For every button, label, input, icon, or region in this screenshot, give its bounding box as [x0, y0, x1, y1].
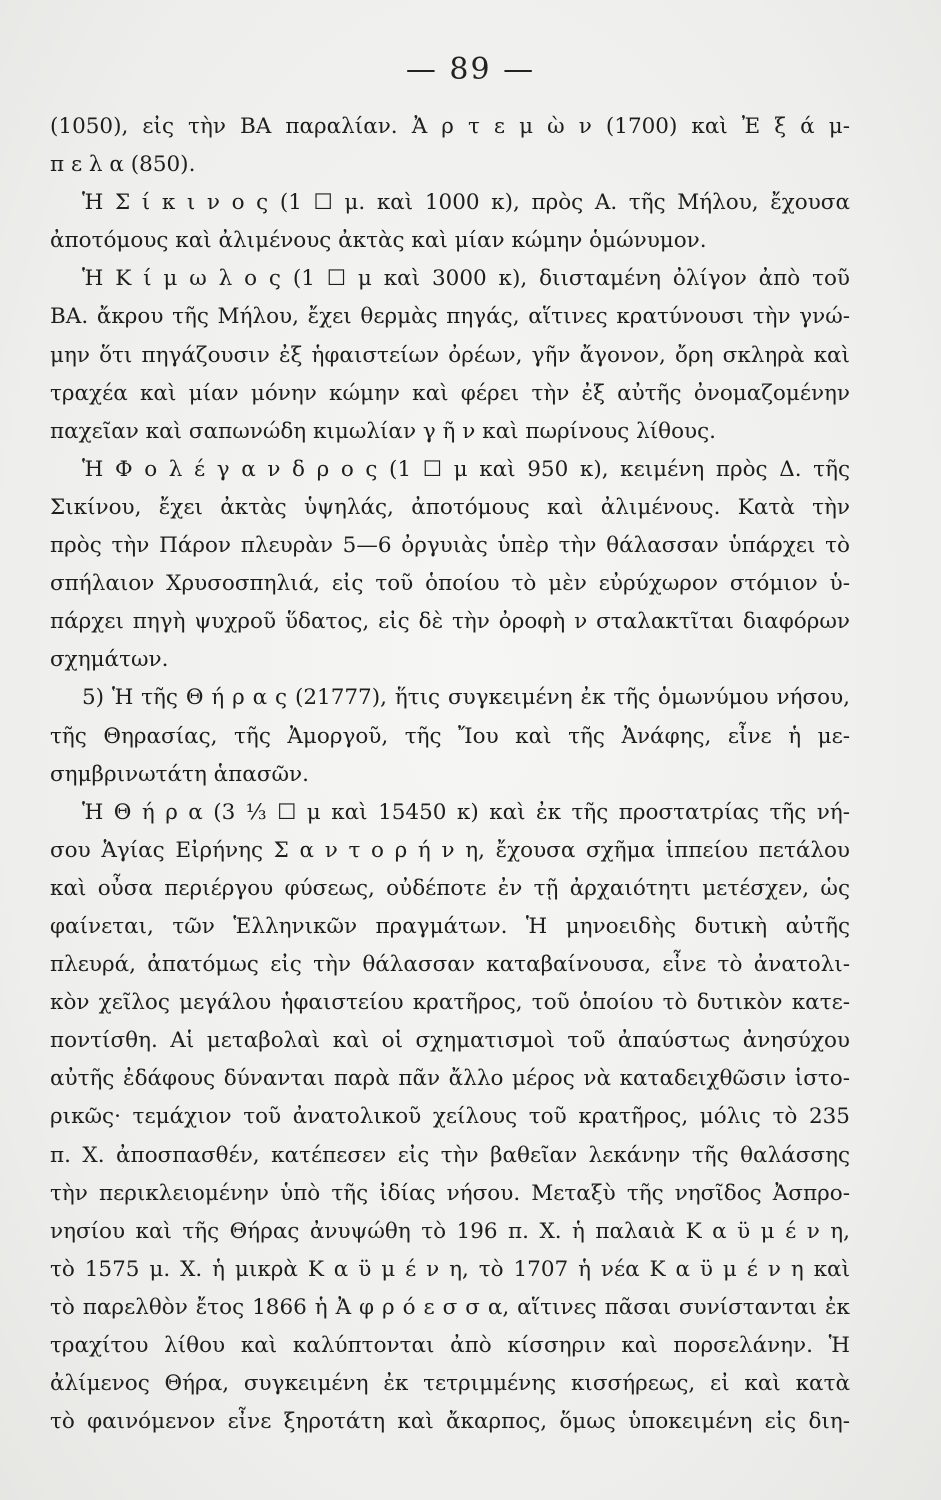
- text-line: σπήλαιον Χρυσοσπηλιά, εἰς τοῦ ὁποίου τὸ μὲν εὐρύχωρον στόμιον ὑ-: [50, 571, 850, 597]
- text-line: τὸ παρελθὸν ἔτος 1866 ἡ Ἀ φ ρ ό ε σ σ α, αἵτινες πᾶσαι συνίστανται ἐκ: [50, 1294, 850, 1320]
- text-line: Ἡ Κ ί μ ω λ ο ς (1 ☐ μ καὶ 3000 κ), διισταμένη ὀλίγον ἀπὸ τοῦ: [82, 266, 850, 292]
- text-line: Ἡ Φ ο λ έ γ α ν δ ρ ο ς (1 ☐ μ καὶ 950 κ), κειμένη πρὸς Δ. τῆς: [82, 456, 850, 482]
- text-line: πάρχει πηγὴ ψυχροῦ ὕδατος, εἰς δὲ τὴν ὀροφὴ ν σταλακτῖται διαφόρων: [50, 609, 850, 635]
- text-line: τὸ φαινόμενον εἶνε ξηροτάτη καὶ ἄκαρπος, ὅμως ὑποκειμένη εἰς διη-: [50, 1409, 850, 1435]
- text-line: τὴν περικλειομένην ὑπὸ τῆς ἰδίας νήσου. Μεταξὺ τῆς νησῖδος Ἀσπρο-: [50, 1180, 850, 1206]
- text-line: ποντίσθη. Αἱ μεταβολαὶ καὶ οἱ σχηματισμοὶ τοῦ ἀπαύστως ἀνησύχου: [50, 1028, 850, 1054]
- text-line: πλευρά, ἀπατόμως εἰς τὴν θάλασσαν καταβαίνουσα, εἶνε τὸ ἀνατολι-: [50, 952, 850, 978]
- page-number: — 89 —: [405, 52, 536, 87]
- text-line: ρικῶς· τεμάχιον τοῦ ἀνατολικοῦ χείλους τοῦ κρατῆρος, μόλις τὸ 235: [50, 1104, 850, 1130]
- text-line: Ἡ Σ ί κ ι ν ο ς (1 ☐ μ. καὶ 1000 κ), πρὸς Α. τῆς Μήλου, ἔχουσα: [82, 190, 850, 216]
- text-line: ἀποτόμους καὶ ἀλιμένους ἀκτὰς καὶ μίαν κώμην ὁμώνυμον.: [50, 228, 707, 254]
- text-line: 5) Ἡ τῆς Θ ή ρ α ς (21777), ἥτις συγκειμένη ἐκ τῆς ὁμωνύμου νήσου,: [82, 685, 850, 711]
- text-line: σχημάτων.: [50, 647, 169, 673]
- text-line: πρὸς τὴν Πάρον πλευρὰν 5—6 ὀργυιὰς ὑπὲρ τὴν θάλασσαν ὑπάρχει τὸ: [50, 533, 850, 559]
- text-line: (1050), εἰς τὴν ΒΑ παραλίαν. Ἀ ρ τ ε μ ὼ ν (1700) καὶ Ἐ ξ ά μ-: [50, 114, 850, 139]
- text-line: Σικίνου, ἔχει ἀκτὰς ὑψηλάς, ἀποτόμους καὶ ἀλιμένους. Κατὰ τὴν: [50, 494, 850, 520]
- text-line: σημβρινωτάτη ἁπασῶν.: [50, 761, 309, 787]
- text-line: ΒΑ. ἄκρου τῆς Μήλου, ἔχει θερμὰς πηγάς, αἵτινες κρατύνουσι τὴν γνώ-: [50, 304, 850, 330]
- text-line: μην ὅτι πηγάζουσιν ἐξ ἡφαιστείων ὀρέων, γῆν ἄγονον, ὄρη σκληρὰ καὶ: [50, 342, 850, 368]
- text-line: τραχίτου λίθου καὶ καλύπτονται ἀπὸ κίσσηριν καὶ πορσελάνην. Ἡ: [50, 1333, 850, 1358]
- body-text: [50, 108, 850, 1441]
- text-line: π ε λ α (850).: [50, 152, 196, 178]
- text-line: τραχέα καὶ μίαν μόνην κώμην καὶ φέρει τὴν ἐξ αὐτῆς ὀνομαζομένην: [50, 380, 850, 406]
- text-line: παχεῖαν καὶ σαπωνώδη κιμωλίαν γ ῆ ν καὶ πωρίνους λίθους.: [50, 418, 716, 444]
- text-line: ἀλίμενος Θήρα, συγκειμένη ἐκ τετριμμένης κισσήρεως, εἰ καὶ κατὰ: [50, 1371, 850, 1397]
- text-line: καὶ οὖσα περιέργου φύσεως, οὐδέποτε ἐν τῇ ἀρχαιότητι μετέσχεν, ὡς: [50, 875, 850, 901]
- text-line: φαίνεται, τῶν Ἑλληνικῶν πραγμάτων. Ἡ μηνοειδὴς δυτικὴ αὐτῆς: [50, 913, 850, 939]
- text-line: νησίου καὶ τῆς Θήρας ἀνυψώθη τὸ 196 π. Χ. ἡ παλαιὰ Κ α ϋ μ έ ν η,: [50, 1218, 850, 1244]
- text-line: π. Χ. ἀποσπασθέν, κατέπεσεν εἰς τὴν βαθεῖαν λεκάνην τῆς θαλάσσης: [50, 1142, 850, 1168]
- text-line: τὸ 1575 μ. Χ. ἡ μικρὰ Κ α ϋ μ έ ν η, τὸ 1707 ἡ νέα Κ α ϋ μ έ ν η καὶ: [50, 1256, 850, 1282]
- text-line: αὐτῆς ἐδάφους δύνανται παρὰ πᾶν ἄλλο μέρος νὰ καταδειχθῶσιν ἱστο-: [50, 1066, 850, 1092]
- text-line: τῆς Θηρασίας, τῆς Ἀμοργοῦ, τῆς Ἴου καὶ τῆς Ἀνάφης, εἶνε ἡ με-: [50, 723, 850, 749]
- text-line: Ἡ Θ ή ρ α (3 ⅓ ☐ μ καὶ 15450 κ) καὶ ἐκ τῆς προστατρίας τῆς νή-: [82, 799, 850, 825]
- text-line: σου Ἁγίας Εἰρήνης Σ α ν τ ο ρ ή ν η, ἔχουσα σχῆμα ἱππείου πετάλου: [50, 837, 850, 863]
- text-line: κὸν χεῖλος μεγάλου ἡφαιστείου κρατῆρος, τοῦ ὁποίου τὸ δυτικὸν κατε-: [50, 990, 850, 1016]
